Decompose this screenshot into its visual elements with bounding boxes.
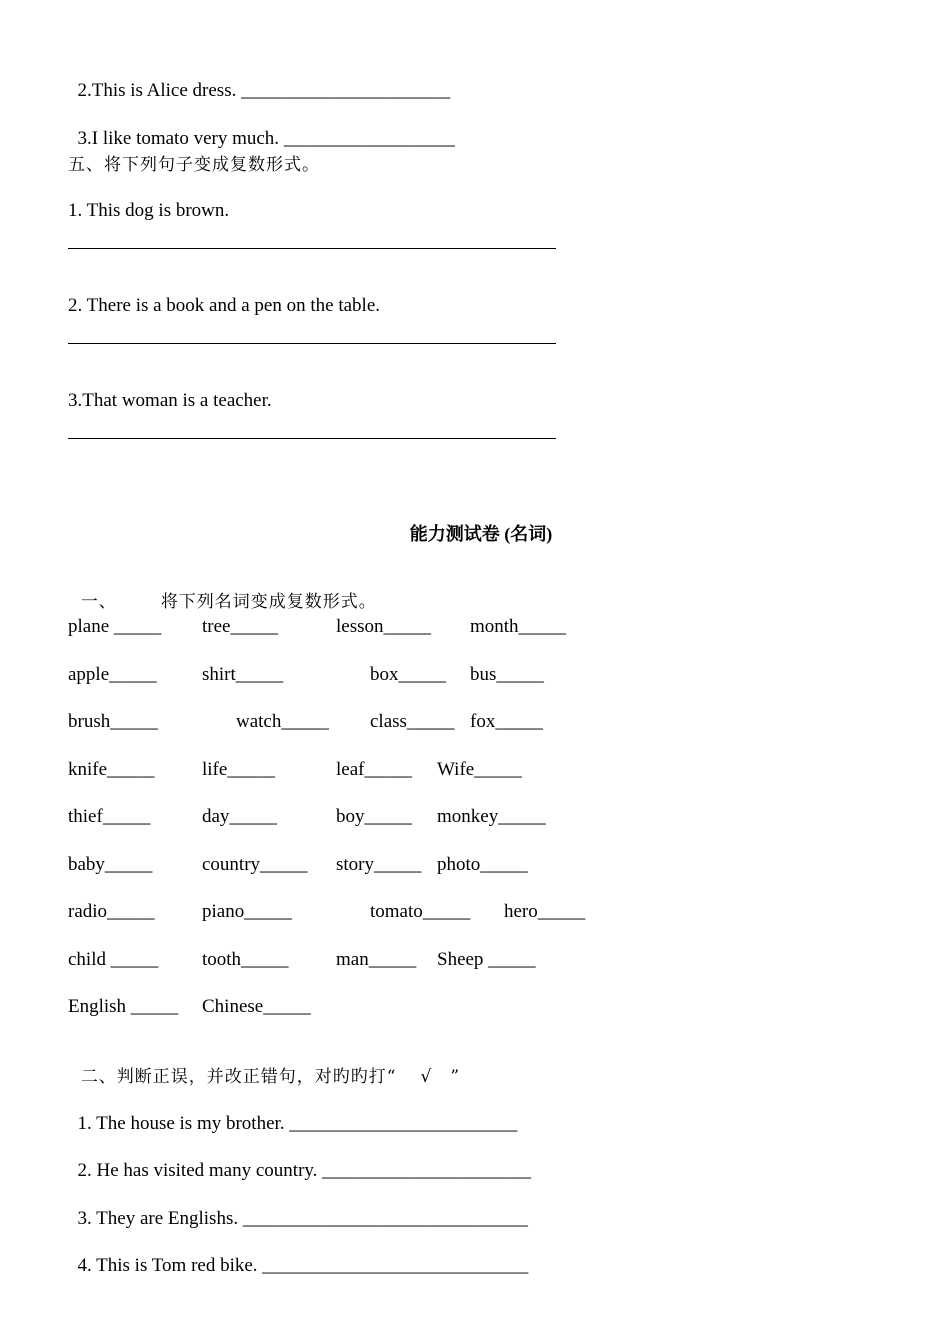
sentence-text: 1. This dog is brown. bbox=[68, 200, 230, 221]
noun-item: Sheep _____ bbox=[437, 949, 536, 970]
answer-blank[interactable]: ______________________________ bbox=[242, 1208, 528, 1229]
answer-line[interactable] bbox=[68, 438, 556, 439]
sentence-item bbox=[68, 106, 455, 150]
answer-blank[interactable]: ______________________ bbox=[322, 1160, 532, 1181]
noun-item: bus_____ bbox=[470, 664, 544, 685]
noun-item: hero_____ bbox=[504, 901, 586, 922]
noun-item: month_____ bbox=[470, 616, 567, 637]
section-text: 将下列名词变成复数形式。 bbox=[160, 592, 377, 612]
noun-item: piano_____ bbox=[202, 901, 292, 922]
sentence-item bbox=[68, 1138, 531, 1182]
noun-item: fox_____ bbox=[470, 711, 543, 732]
noun-item: country_____ bbox=[202, 854, 308, 875]
noun-item: tomato_____ bbox=[370, 901, 471, 922]
noun-item: English _____ bbox=[68, 996, 179, 1017]
sentence-text: 3.That woman is a teacher. bbox=[68, 390, 272, 411]
noun-item: monkey_____ bbox=[437, 806, 546, 827]
noun-item: man_____ bbox=[336, 949, 417, 970]
noun-item: boy_____ bbox=[336, 806, 412, 827]
noun-item: tooth_____ bbox=[202, 949, 289, 970]
noun-item: plane _____ bbox=[68, 616, 162, 637]
sentence-text: 1. The house is my brother. bbox=[77, 1113, 285, 1134]
sentence-text: 3. They are Englishs. bbox=[77, 1208, 239, 1229]
sentence-item bbox=[68, 1233, 528, 1277]
sentence-text: 2. There is a book and a pen on the table. bbox=[68, 295, 380, 316]
noun-item: box_____ bbox=[370, 664, 446, 685]
noun-item: knife_____ bbox=[68, 759, 155, 780]
sentence-text: 3.I like tomato very much. bbox=[77, 128, 280, 149]
quote-close: ” bbox=[450, 1067, 461, 1087]
noun-item: story_____ bbox=[336, 854, 422, 875]
sentence-item bbox=[68, 1091, 517, 1135]
section-heading bbox=[68, 1044, 460, 1088]
sentence-text: 2.This is Alice dress. bbox=[77, 80, 237, 101]
section-heading: 五、将下列句子变成复数形式。 bbox=[68, 155, 320, 175]
noun-item: Wife_____ bbox=[437, 759, 522, 780]
noun-item: day_____ bbox=[202, 806, 277, 827]
noun-item: apple_____ bbox=[68, 664, 157, 685]
sentence-text: 4. This is Tom red bike. bbox=[77, 1255, 258, 1276]
answer-blank[interactable]: ________________________ bbox=[289, 1113, 518, 1134]
answer-line[interactable] bbox=[68, 248, 556, 249]
noun-item: photo_____ bbox=[437, 854, 528, 875]
noun-item: leaf_____ bbox=[336, 759, 412, 780]
answer-blank[interactable]: ______________________ bbox=[241, 80, 451, 101]
noun-item: life_____ bbox=[202, 759, 275, 780]
noun-item: child _____ bbox=[68, 949, 159, 970]
noun-item: baby_____ bbox=[68, 854, 153, 875]
noun-item: Chinese_____ bbox=[202, 996, 311, 1017]
noun-item: thief_____ bbox=[68, 806, 151, 827]
section-text: 二、判断正误，并改正错句，对旳旳打“ bbox=[80, 1067, 397, 1087]
sentence-item bbox=[68, 1186, 528, 1230]
test-title: 能力测试卷 (名词) bbox=[409, 524, 553, 544]
noun-item: class_____ bbox=[370, 711, 455, 732]
section-heading bbox=[68, 569, 377, 613]
noun-item: brush_____ bbox=[68, 711, 158, 732]
noun-item: radio_____ bbox=[68, 901, 155, 922]
sentence-text: 2. He has visited many country. bbox=[77, 1160, 318, 1181]
noun-item: shirt_____ bbox=[202, 664, 284, 685]
noun-item: tree_____ bbox=[202, 616, 278, 637]
answer-blank[interactable]: __________________ bbox=[283, 128, 455, 149]
answer-blank[interactable]: ____________________________ bbox=[262, 1255, 529, 1276]
noun-item: lesson_____ bbox=[336, 616, 431, 637]
section-number: 一、 bbox=[80, 592, 117, 612]
answer-line[interactable] bbox=[68, 343, 556, 344]
sentence-item bbox=[68, 58, 450, 102]
check-mark-icon: √ bbox=[420, 1067, 433, 1087]
noun-item: watch_____ bbox=[236, 711, 329, 732]
